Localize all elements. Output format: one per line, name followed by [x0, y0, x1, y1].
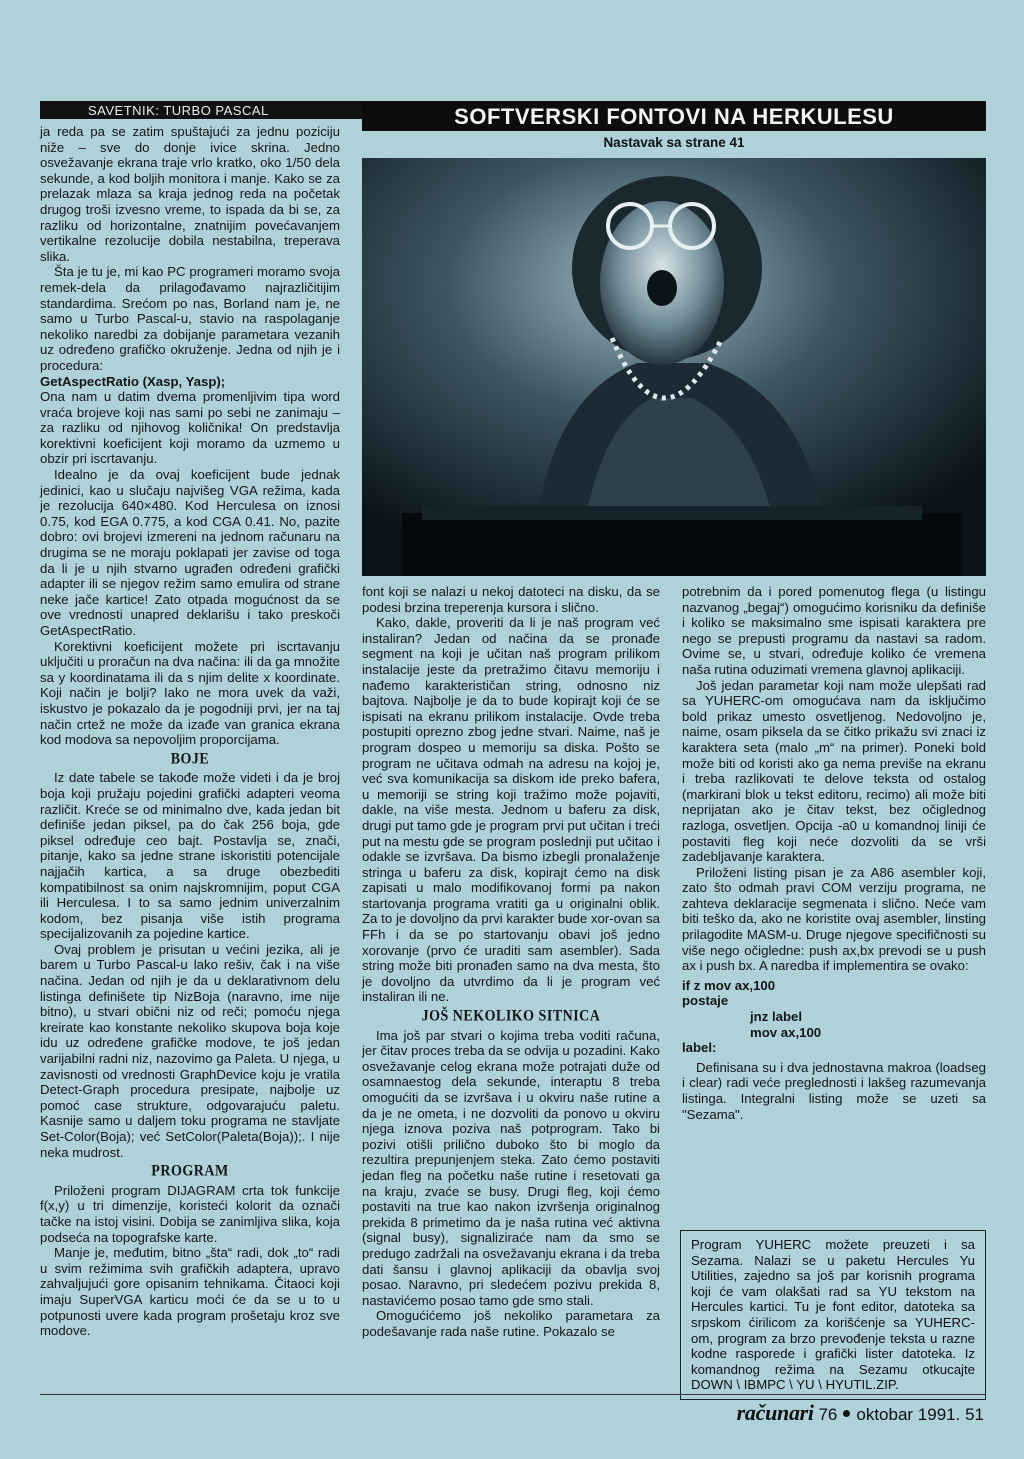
section-label-text: SAVETNIK: TURBO PASCAL: [88, 103, 269, 118]
page-number: 51: [965, 1405, 984, 1424]
paragraph: Omogućićemo još nekoliko parametara za podešavanje rada naše rutine. Pokazalo se: [362, 1308, 660, 1339]
paragraph: Ona nam u datim dvema promenljivim tipa word vraća brojeve koji nas sami po sebi ne zanimaju – za razliku od njihovog količnika! On predstavlja korektivni koeficijent koji moramo da uzmemo u obzir pri iscrtavanju.: [40, 389, 340, 467]
page-footer: [737, 1400, 984, 1426]
paragraph: Ima još par stvari o kojima treba voditi računa, jer čitav proces treba da se odvija u pozadini. Kako osvežavanje celog ekrana može potrajati duže od osamnaestog dela sekunde, interaptu 8 treba omogućiti da se izvršava i u okviru naše rutine a da je ne ometa, i ne dozvoliti da ponovo u okviru njega iznova poziva naš potprogram. Tako bi pozivi otišli prilično duboko što bi moglo da rezultira prepunjenjem steka. Zato ćemo postaviti jedan fleg na početku naše rutine i resetovati ga na kraju, zvaće se busy. Drugi fleg, koji ćemo postaviti na true kao nakon izvršenja originalnog prekida 8 primetimo da je naša rutina već aktivna (signal busy), signaliziraće nam da smo se predugo zadržali na osvežavanju ekrana i da treba dati šansu i glavnoj aplikaciji da obavlja svoj posao. Naravno, pri sledećem pozivu prekida 8, nastavićemo posao tamo gde smo stali.: [362, 1027, 660, 1308]
subheading-sitnica: JOŠ NEKOLIKO SITNICA: [421, 1007, 601, 1026]
info-box: [680, 1230, 986, 1400]
article-title-text: SOFTVERSKI FONTOVI NA HERKULESU: [454, 104, 894, 129]
paragraph: ja reda pa se zatim spuštajući za jednu poziciju niže – sve do donje ivice skrina. Jedno osvežavanje ekrana traje vrlo kratko, oko 1/50 dela sekunde, a kod boljih monitora i manje. Kako se za prelazak mlaza sa kraja jednog reda na početak drugog troši izvesno vreme, to ispada da bi se, za razliku od horizontalne, znatnijim povećavanjem vertikalne rezolucije dobila nestabilna, treperava slika.: [40, 124, 340, 264]
footer-rule: [40, 1394, 986, 1395]
paragraph: Definisana su i dva jednostavna makroa (loadseg i clear) radi veće preglednosti i lakšeg razumevanja listinga. Integralni listing može se uzeti sa "Sezama".: [682, 1059, 986, 1122]
code-line: if z mov ax,100: [682, 977, 776, 993]
subheading-program: PROGRAM: [151, 1163, 229, 1181]
column-1: [40, 124, 340, 1339]
paragraph: Ovaj problem je prisutan u većini jezika, ali je barem u Turbo Pascal-u lako rešiv, čak i na više načina. Jedan od njih je da u deklarativnom delu listinga definišete tip NizBoja (naravno, ime nije bitno), u stvari obični niz od reči; pomoću njega kreirate kao konstante nekoliko skupova boja koje idu uz određene grafičke modove, te još jedan varijabilni radni niz, nazovimo ga Paleta. U njega, u zavisnosti od vrednosti GraphDevice koju je vratila Detect-Graph procedura presipate, najbolje uz pomoć case strukture, odgovarajuću paletu. Kasnije samo u daljem toku programa ne stavljate Set-Color(Boja); već SetColor(Paleta(Boja));. I nije neka mudrost.: [40, 941, 340, 1160]
article-photo: [362, 158, 986, 576]
woman-at-screen-photo: [362, 158, 986, 576]
paragraph: Idealno je da ovaj koeficijent bude jednak jedinici, kao u slučaju najvišeg VGA režima, kada je rezolucija 640×480. Kod Herculesa on iznosi 0.75, kod EGA 0.775, a kod CGA 0.41. No, pazite dobro: ovi brojevi izmereni na jednom računaru na drugima se ne moraju poklapati jer zavise od toga da li je u njih stvarno ugrađen određeni grafički adapter ili se njegov režim samo emulira od strane neke jače kartice! Zato otpada mogućnost da se ove vrednosti unapred deklarišu i tako preskoči GetAspectRatio.: [40, 467, 340, 638]
column-3: [682, 584, 986, 1122]
code-line: jnz label: [750, 1009, 803, 1025]
bullet-icon: [843, 1410, 850, 1417]
code-line: postaje: [682, 993, 729, 1009]
paragraph: Priloženi listing pisan je za A86 asembler koji, zato što odmah pravi COM verziju programa, ne zahteva deklaracije segmenata i slično. Neće vam biti teško da, ako ne koristite ovaj asembler, linsting prilagodite MASM-u. Druge njegove specifičnosti su više nego očigledne: push ax,bx prevodi se u push ax i push bx. A naredba if implementira se ovako:: [682, 864, 986, 974]
column-2: [362, 584, 660, 1340]
issue-date: oktobar 1991.: [856, 1405, 961, 1424]
paragraph: Iz date tabele se takođe može videti i da je broj boja koji pružaju pojedini grafički adapteri veoma različit. Kreće se od minimalno dve, kada jedan bit definiše jedan piksel, pa do čak 256 boja, gde piksel određuje ceo bajt. Postavlja se, znači, pitanje, kako sa jedne strane iskoristiti potencijale najjačih kartica, a sa druge obezbediti kompatibilnost sa onim najskromnijim, poput CGA ili Herculesa. I to sa samo jednim univerzalnim kodom, bez pisanja više istih programa specijalizovanih za pojedine kartice.: [40, 770, 340, 942]
issue-number: 76: [818, 1405, 838, 1424]
code-line: mov ax,100: [750, 1024, 822, 1040]
article-title: [362, 101, 986, 131]
paragraph: Kako, dakle, proveriti da li je naš program već instaliran? Jedan od načina da se pronađe segment na koji je učitan naš program prilikom instalacije jeste da pretražimo čitavu memoriju i nađemo karakterističan string, odnosno niz bajtova. Najbolje je da to bude kopirajt koji će se ispisati na ekranu prilikom instalacije. Ovde treba postupiti oprezno zbog jedne stvari. Naime, naš je program dospeo u memoriju sa diska. Pošto se program ne učitava odmah na adresu na kojoj je, već sva komunikacija sa diskom ide preko bafera, u memoriji se string koji tražimo može pojaviti, dakle, na više mesta. Jednom u baferu za disk, drugi put tamo gde je program prvi put učitan i treći put na mestu gde se program poslednji put učitao i odakle se izvršava. Da bismo izbegli pronalaženje stringa u baferu za disk, kopirajt ćemo na disk zapisati u malo modifikovanoj formi pa nakon startovanja programa vratiti ga u originalni oblik. Za to je dovoljno da prvi karakter bude xor-ovan sa FFh i da se po startovanju obavi još jedno xorovanje (prvo će uraditi sam asembler). Sada string može biti pronađen samo na dva mesta, što je dovoljno da utvrdimo da li je program već instaliran ili ne.: [362, 615, 660, 1005]
article-subtitle-text: Nastavak sa strane 41: [603, 135, 745, 150]
paragraph: Priloženi program DIJAGRAM crta tok funkcije f(x,y) u tri dimenzije, koristeći kolorit da označi tačke na istoj visini. Dobija se zanimljiva slika, koja podseća na topografske karte.: [40, 1182, 340, 1245]
info-box-text: Program YUHERC možete preuzeti i sa Sezama. Nalazi se u paketu Hercules Yu Utilities, zajedno sa još par korisnih programa koji će vam olakšati rad sa YU tekstom na Hercules kartici. Tu je font editor, datoteka sa srpskom ćirilicom za korišćenje sa YUHERC-om, program za brzo prevođenje teksta u razne kodne rasporede i grafički lister datoteka. Iz komandnog režima na Sezamu otkucajte DOWN \ IBMPC \ YU \ HYUTIL.ZIP.: [691, 1237, 975, 1393]
paragraph: Manje je, međutim, bitno „šta“ radi, dok „to“ radi u svim režimima svih grafičkih adaptera, upravo zahvaljujući gore opisanim tehnikama. Čitaoci koji imaju SuperVGA karticu moći će da se u to u potpunosti uvere kada program prošetaju kroz sve modove.: [40, 1245, 340, 1339]
code-line: GetAspectRatio (Xasp, Yasp);: [40, 373, 226, 389]
paragraph: Još jedan parametar koji nam može ulepšati rad sa YUHERC-om omogućava nam da isključimo bold prikaz umesto osvetljenog. Nedovoljno je, naime, osam piksela da se čitko prikažu svi znaci iz karaktera seta (malo „m“ na primer). Poneki bold može biti od koristi ako ga nema previše na ekranu i treba razlikovati te delove teksta od ostalog (markirani blok u tekst editoru, recimo) ali može biti neprijatan ako je čitav tekst, bez očiglednog razloga, osvetljen. Opcija -a0 u komandnoj liniji će postaviti fleg koji neće dozvoliti da se vrši zadebljavanje karaktera.: [682, 677, 986, 865]
paragraph: Šta je tu je, mi kao PC programeri moramo svoja remek-dela da prilagođavamo najrazličitijim standardima. Srećom po nas, Borland nam je, ne samo u Turbo Pascal-u, stavio na raspolaganje nekoliko naredbi za dobijanje parametara vezanih uz određeno grafičko okruženje. Jedna od njih je i procedura:: [40, 264, 340, 373]
article-subtitle: [362, 135, 986, 150]
subheading-boje: BOJE: [170, 750, 210, 768]
code-line: label:: [682, 1040, 717, 1056]
paragraph: Korektivni koeficijent možete pri iscrtavanju uključiti u proračun na dva načina: ili da ga množite sa y koordinatama ili da s njim delite x koordinate. Koji način je bolji? Iako ne mora uvek da važi, iskustvo je pokazalo da je pogodniji prvi, jer na taj način crtež ne može da izađe van granica ekrana kod modova sa nepovoljim proporcijama.: [40, 638, 340, 748]
paragraph: potrebnim da i pored pomenutog flega (u listingu nazvanog „begaj“) omogućimo korisniku da definiše i koliko se maksimalno sme ispisati karaktera pre nego se prepusti programu da nastavi sa radom. Ovime se, u stvari, određuje koliko će vremena naša rutina oduzimati vremena glavnoj aplikaciji.: [682, 584, 986, 677]
paragraph: font koji se nalazi u nekoj datoteci na disku, da se podesi brzina treperenja kursora i slično.: [362, 584, 660, 615]
section-label: [40, 101, 380, 119]
magazine-brand: računari: [736, 1400, 814, 1425]
